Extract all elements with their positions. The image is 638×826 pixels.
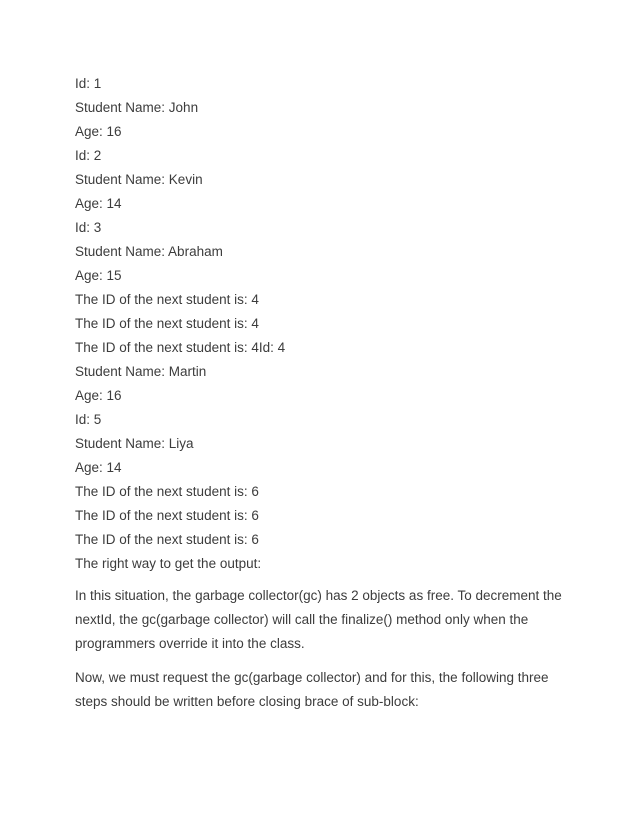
output-line: The right way to get the output: <box>75 556 262 571</box>
output-line: Student Name: Martin <box>75 364 207 379</box>
output-line: The ID of the next student is: 4 <box>75 316 259 331</box>
paragraph-gc-request: Now, we must request the gc(garbage collector) and for this, the following three steps should be written before closing brace of sub-block: <box>75 670 549 709</box>
output-line: Student Name: Abraham <box>75 244 223 259</box>
output-line: Age: 16 <box>75 124 122 139</box>
output-line: The ID of the next student is: 6 <box>75 508 259 523</box>
output-line: Id: 1 <box>75 76 102 91</box>
output-line: Student Name: Liya <box>75 436 194 451</box>
output-line: Id: 5 <box>75 412 102 427</box>
output-line: Age: 14 <box>75 460 122 475</box>
output-line: Age: 15 <box>75 268 122 283</box>
output-line: Student Name: Kevin <box>75 172 203 187</box>
output-line: Id: 3 <box>75 220 102 235</box>
output-line: The ID of the next student is: 6 <box>75 532 259 547</box>
output-line: The ID of the next student is: 4Id: 4 <box>75 340 286 355</box>
output-line: Id: 2 <box>75 148 102 163</box>
output-line: The ID of the next student is: 6 <box>75 484 259 499</box>
output-line: Age: 14 <box>75 196 122 211</box>
paragraph-gc-explanation: In this situation, the garbage collector(gc) has 2 objects as free. To decrement the nextId, the gc(garbage collector) will call the finalize() method only when the programmers override it into the class. <box>75 588 562 651</box>
document-body <box>75 72 575 714</box>
output-line: The ID of the next student is: 4 <box>75 292 259 307</box>
output-line: Student Name: John <box>75 100 199 115</box>
output-line: Age: 16 <box>75 388 122 403</box>
